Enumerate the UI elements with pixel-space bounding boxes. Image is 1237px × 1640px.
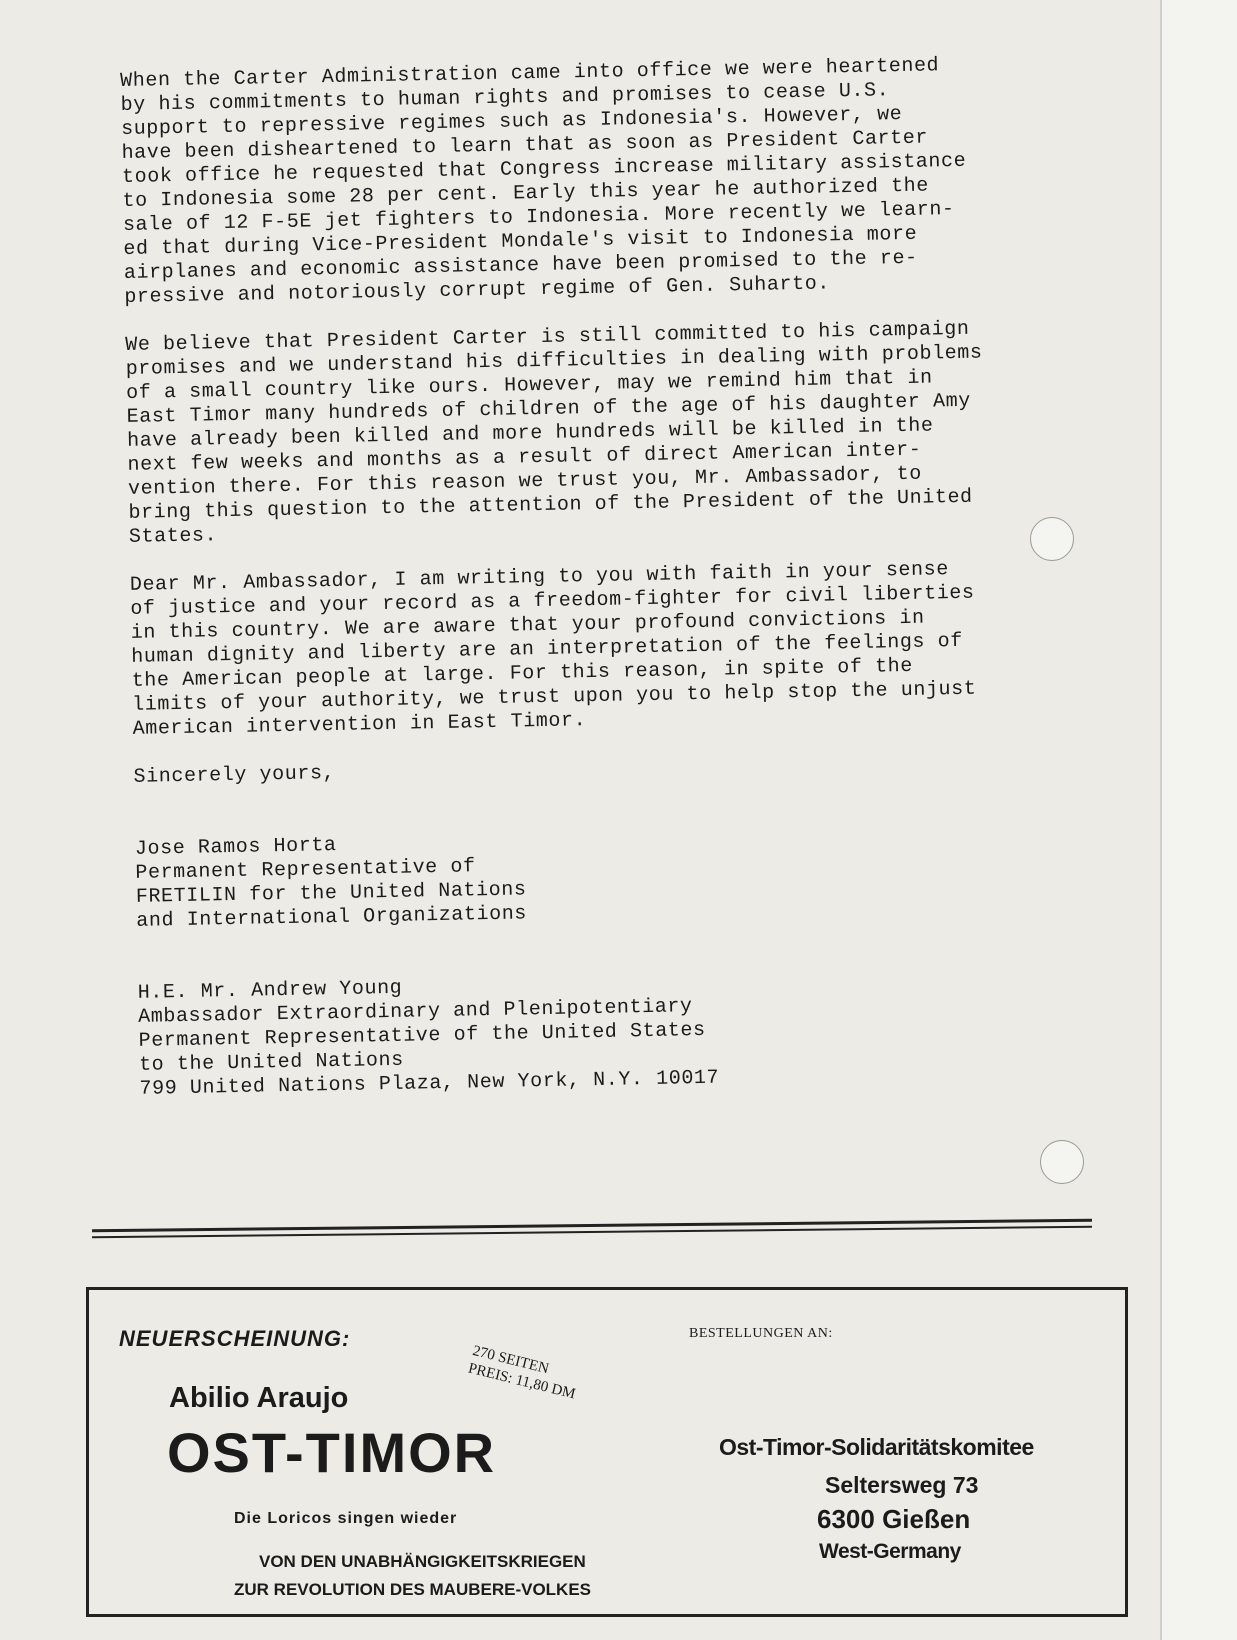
ad-street: Seltersweg 73 xyxy=(825,1472,979,1498)
ad-book-subtitle: Die Loricos singen wieder xyxy=(234,1510,458,1527)
letter-recipient: H.E. Mr. Andrew Young Ambassador Extraordinary and Plenipotentiary Permanent Representative of the United States to the United Nations 799 United Nations Plaza, New York, N.Y. 10017 xyxy=(137,976,720,1101)
ad-committee-name: Ost-Timor-Solidaritätskomitee xyxy=(719,1434,1034,1460)
ad-tagline: ZUR REVOLUTION DES MAUBERE-VOLKES xyxy=(234,1580,592,1599)
ad-city: 6300 Gießen xyxy=(817,1504,971,1534)
punch-hole xyxy=(1030,517,1074,561)
letter-paragraph: We believe that President Carter is still committed to his campaign promises and we understand his difficulties in dealing with problems of a small country like ours. However, may we remind him that in East Timor many hundreds of children of the age of his daughter Amy have already been killed and more hundreds will be killed in the next few weeks and months as a result of direct American inter- vention there. For this reason we trust you, Mr. Ambassador, to bring this question to the attention of the President of the United States. xyxy=(125,317,983,549)
letter-closing: Sincerely yours, xyxy=(133,762,336,789)
letter-paragraph: When the Carter Administration came into office we were heartened by his commitments to human rights and promises to cease U.S. support to repressive regimes such as Indonesia's. However, we have been disheartened to learn that as soon as President Carter took office he requested that Congress increase military assistance to Indonesia some 28 per cent. Early this year he authorized the sale of 12 F-5E jet fighters to Indonesia. More recently we learn- ed that during Vice-President Mondale's visit to Indonesia more airplanes and economic assistance have been promised to the re- pressive and notoriously corrupt regime of Gen. Suharto. xyxy=(120,54,967,309)
punch-hole xyxy=(1040,1140,1084,1184)
letter-paragraph: Dear Mr. Ambassador, I am writing to you with faith in your sense of justice and your record as a freedom-fighter for civil liberties in this country. We are aware that your profound convictions in human dignity and liberty are an interpretation of the feelings of the American people at large. For this reason, in spite of the limits of your authority, we trust upon you to help stop the unjust American intervention in East Timor. xyxy=(129,558,977,741)
letter-body xyxy=(120,52,1100,1102)
ad-country: West-Germany xyxy=(819,1540,961,1563)
ad-book-title: OST-TIMOR xyxy=(167,1421,497,1484)
ad-tagline: VON DEN UNABHÄNGIGKEITSKRIEGEN xyxy=(259,1552,586,1571)
ad-new-publication: NEUERSCHEINUNG: xyxy=(119,1326,351,1351)
letter-signature: Jose Ramos Horta Permanent Representative of FRETILIN for the United Nations and International Organizations xyxy=(134,833,528,933)
ad-order-from: BESTELLUNGEN AN: xyxy=(689,1326,833,1341)
ad-price-stamp: 270 SEITEN PREIS: 11,80 DM xyxy=(466,1342,578,1403)
page-edge xyxy=(1160,0,1237,1640)
ad-author: Abilio Araujo xyxy=(169,1382,349,1414)
book-advertisement xyxy=(86,1287,1128,1617)
